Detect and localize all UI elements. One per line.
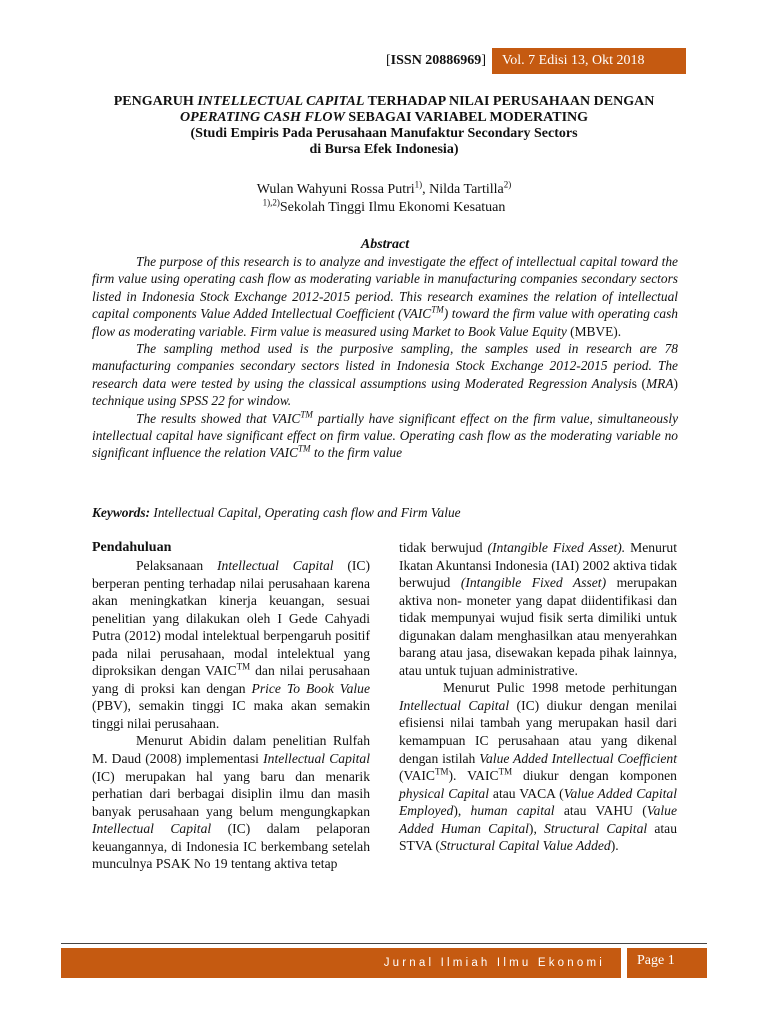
right-column — [399, 539, 677, 855]
issn-number: ISSN 20886969 — [390, 53, 482, 68]
affiliation: $^{1),2)}$Sekolah Tinggi Ilmu Ekonomi Kesatuan — [262, 197, 506, 215]
abstract-section — [92, 236, 678, 462]
page-number: Page 1 — [627, 948, 707, 978]
title-line-3: (Studi Empiris Pada Perusahaan Manufaktur Secondary Sectors — [190, 126, 578, 141]
left-paragraph-2: Menurut Abidin dalam penelitian Rulfah M. Daud (2008) implementasi Intellectual Capital (IC) merupakan hal yang baru dan menarik perhatian dari berbagai disiplin ilmu dan masih banyak perusahaan yang belum mengungkapkan Intellectual Capital (IC) dalam pelaporan keuangannya, di Indonesia IC berkembang setelah munculnya PSAK No 19 tentang aktiva tetap — [92, 733, 370, 872]
abstract-heading: Abstract — [360, 237, 410, 252]
issn-label: [ISSN 20886969] — [386, 53, 486, 68]
volume-badge: Vol. 7 Edisi 13, Okt 2018 — [492, 48, 686, 74]
journal-header — [386, 48, 686, 74]
abstract-paragraph-1: The purpose of this research is to analyze and investigate the effect of intellectual capital toward the firm value using operating cash flow as moderating variable in manufacturing companies secondary sectors listed in Indonesia Stock Exchange 2012-2015 period. This research examines the relation of intellectual capital components Value Added Intellectual Coefficient (VAIC™) toward the firm value with operating cash flow as moderating variable. Firm value is measured using Market to Book Value Equity (MBVE). — [92, 254, 678, 339]
title-line-1: PENGARUH INTELLECTUAL CAPITAL TERHADAP NILAI PERUSAHAAN DENGAN — [113, 94, 655, 109]
author-block — [60, 181, 708, 217]
title-line-2: OPERATING CASH FLOW SEBAGAI VARIABEL MODERATING — [179, 110, 589, 125]
keywords-text: Intellectual Capital, Operating cash flow and Firm Value — [150, 505, 461, 520]
abstract-paragraph-2: The sampling method used is the purposive sampling, the samples used in research are 78 manufacturing companies secondary sectors listed in Indonesia Stock Exchange 2012-2015 period. The research data were tested by using the classical assumptions using Moderated Regression Analysis (MRA) technique using SPSS 22 for window. — [92, 341, 678, 409]
left-paragraph-1: Pelaksanaan Intellectual Capital (IC) berperan penting terhadap nilai perusahaan karena akan meningkatkan kinerja keuangan, sesuai penelitian yang dilakukan oleh I Gede Cahyadi Putra (2012) modal intelektual berpengaruh positif pada nilai perusahaan, modal intelektual yang diproksikan dengan VAIC™ dan nilai perusahaan yang di proksi kan dengan Price To Book Value (PBV), semakin tinggi IC maka akan semakin tinggi nilai perusahaan. — [92, 558, 371, 731]
left-column — [92, 539, 370, 873]
title-line-4: di Bursa Efek Indonesia) — [309, 142, 459, 157]
footer-divider — [61, 943, 707, 944]
keywords-line — [92, 504, 678, 521]
right-paragraph-1: tidak berwujud (Intangible Fixed Asset). Menurut Ikatan Akuntansi Indonesia (IAI) 2002 aktiva tidak berwujud (Intangible Fixed Asset) merupakan aktiva non- moneter yang dapat diidentifikasi dan tidak mempunyai wujud fisik serta dimiliki untuk digunakan dalam menghasilkan atau menyerahkan barang atau jasa, disewakan kepada pihak lainnya, atau untuk tujuan administrative. — [399, 540, 677, 678]
section-heading-pendahuluan: Pendahuluan — [92, 540, 172, 555]
paper-title — [60, 94, 708, 158]
page-footer — [61, 948, 707, 978]
keywords-label: Keywords: — [92, 505, 151, 520]
journal-name: Jurnal Ilmiah Ilmu Ekonomi — [61, 948, 621, 978]
abstract-paragraph-3: The results showed that VAIC™ partially have significant effect on the firm value, simultaneously intellectual capital have significant effect on firm value. Operating cash flow as the moderating variable no significant influence the relation VAIC™ to the firm value — [92, 409, 679, 461]
author-names: Wulan Wahyuni Rossa Putri$^{1)}$, Nilda Tartilla$^{2)}$ — [256, 179, 512, 197]
right-paragraph-2: Menurut Pulic 1998 metode perhitungan Intellectual Capital (IC) diukur dengan menilai efisiensi nilai tambah yang merupakan hasil dari kemampuan IC perusahaan atau yang dikenal dengan istilah Value Added Intellectual Coefficient (VAIC™). VAIC™ diukur dengan komponen physical Capital atau VACA (Value Added Capital Employed), human capital atau VAHU (Value Added Human Capital), Structural Capital atau STVA (Structural Capital Value Added). — [399, 680, 677, 854]
